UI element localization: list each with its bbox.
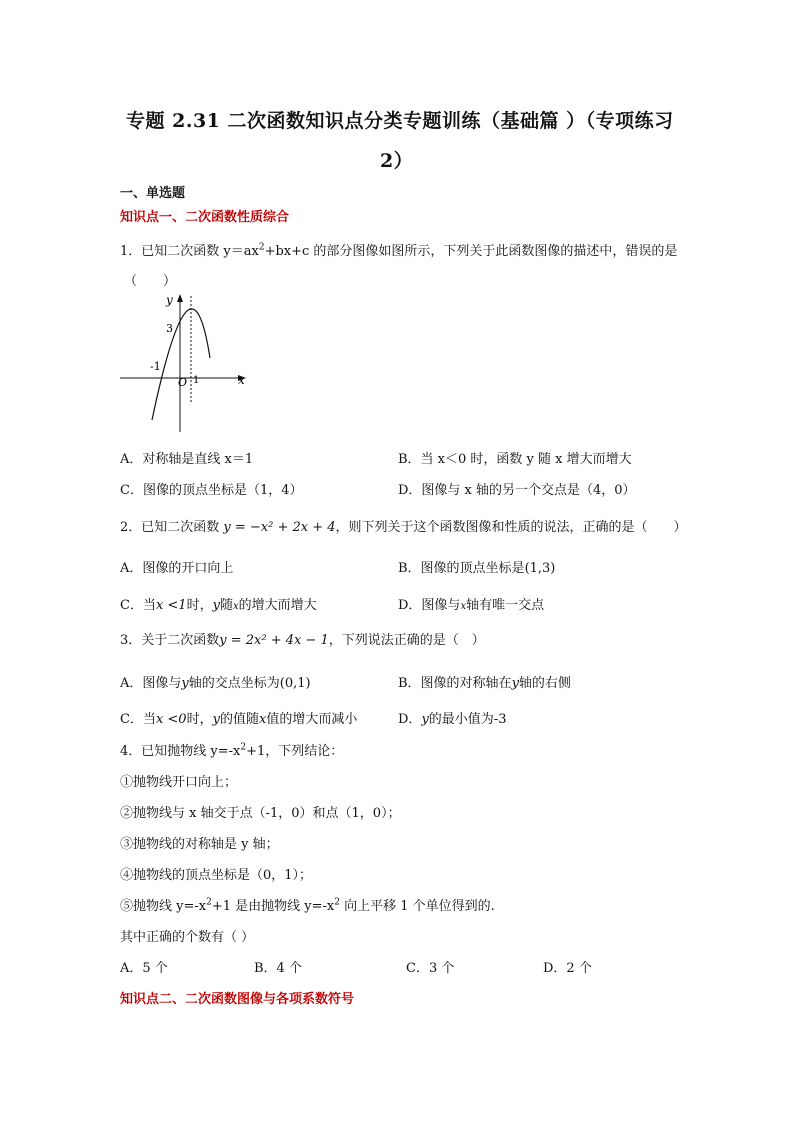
question-2-option-d[interactable]: D．图像与x轴有唯一交点 [398, 598, 545, 613]
question-1-paren: （ ） [124, 274, 177, 289]
question-4-statement-5: ⑤抛物线 $y=-x^2+1$ 是由抛物线 $y=-x^2$ 向上平移 1 个单位得到的. [120, 897, 495, 914]
question-4-option-d[interactable]: D．2 个 [543, 961, 592, 976]
question-3-stem: 3．关于二次函数y = 2x² + 4x − 1，下列说法正确的是（ ） [120, 633, 485, 648]
question-1-option-a[interactable]: A．对称轴是直线 x＝1 [120, 452, 254, 467]
question-1-graph [118, 292, 250, 434]
y-axis-label: y [166, 293, 173, 307]
origin-label: O [178, 376, 188, 389]
knowledge-point-2-heading: 知识点二、二次函数图像与各项系数符号 [120, 992, 355, 1007]
tick-label-1: 1 [193, 375, 200, 386]
tick-label-3: 3 [166, 322, 173, 335]
question-4-option-a[interactable]: A．5 个 [120, 961, 168, 976]
question-4-option-c[interactable]: C．3 个 [406, 961, 455, 976]
question-3-option-b[interactable]: B．图像的对称轴在y轴的右侧 [398, 676, 571, 691]
question-1-option-c[interactable]: C．图像的顶点坐标是（1，4） [120, 483, 303, 498]
question-3-option-c[interactable]: C．当x <0时，y的值随x值的增大而减小 [120, 712, 358, 727]
question-4-statement-1: ①抛物线开口向上； [120, 775, 238, 790]
question-1-stem: 1．已知二次函数 $y=ax^2+bx+c$ 的部分图像如图所示，下列关于此函数图像的描述中，错误的是 [120, 242, 678, 259]
page-title: 专题 2.31 二次函数知识点分类专题训练（基础篇 ）（专项练习 [126, 110, 674, 132]
question-3-option-d[interactable]: D．y的最小值为-3 [398, 712, 507, 727]
question-4-statement-4: ④抛物线的顶点坐标是（0，1）； [120, 868, 313, 883]
question-4-option-b[interactable]: B．4 个 [254, 961, 302, 976]
question-2-stem: 2．已知二次函数 y = −x² + 2x + 4，则下列关于这个函数图像和性质的说法，正确的是（ ） [120, 520, 687, 535]
question-4-ask: 其中正确的个数有（ ） [120, 930, 255, 945]
question-4-statement-3: ③抛物线的对称轴是 y 轴； [120, 837, 279, 852]
question-3-option-a[interactable]: A．图像与y轴的交点坐标为(0,1) [120, 676, 311, 691]
page-title-continued: 2） [380, 150, 414, 172]
x-axis-label: x [238, 373, 245, 387]
question-4-statement-2: ②抛物线与 x 轴交于点（-1，0）和点（1，0）； [120, 806, 401, 821]
question-1-option-d[interactable]: D．图像与 x 轴的另一个交点是（4，0） [398, 483, 636, 498]
question-2-option-a[interactable]: A．图像的开口向上 [120, 561, 234, 576]
knowledge-point-1-heading: 知识点一、二次函数性质综合 [120, 210, 290, 225]
section-heading: 一、单选题 [120, 186, 186, 201]
tick-label-neg1: -1 [150, 360, 161, 373]
question-2-option-b[interactable]: B．图像的顶点坐标是(1,3) [398, 561, 556, 576]
question-4-stem: 4．已知抛物线 $y=-x^2+1$，下列结论： [120, 742, 344, 759]
question-1-option-b[interactable]: B．当 x＜0 时，函数 y 随 x 增大而增大 [398, 452, 632, 467]
y-axis-arrow [177, 294, 183, 302]
question-2-option-c[interactable]: C．当x <1时，y随x的增大而增大 [120, 598, 317, 613]
